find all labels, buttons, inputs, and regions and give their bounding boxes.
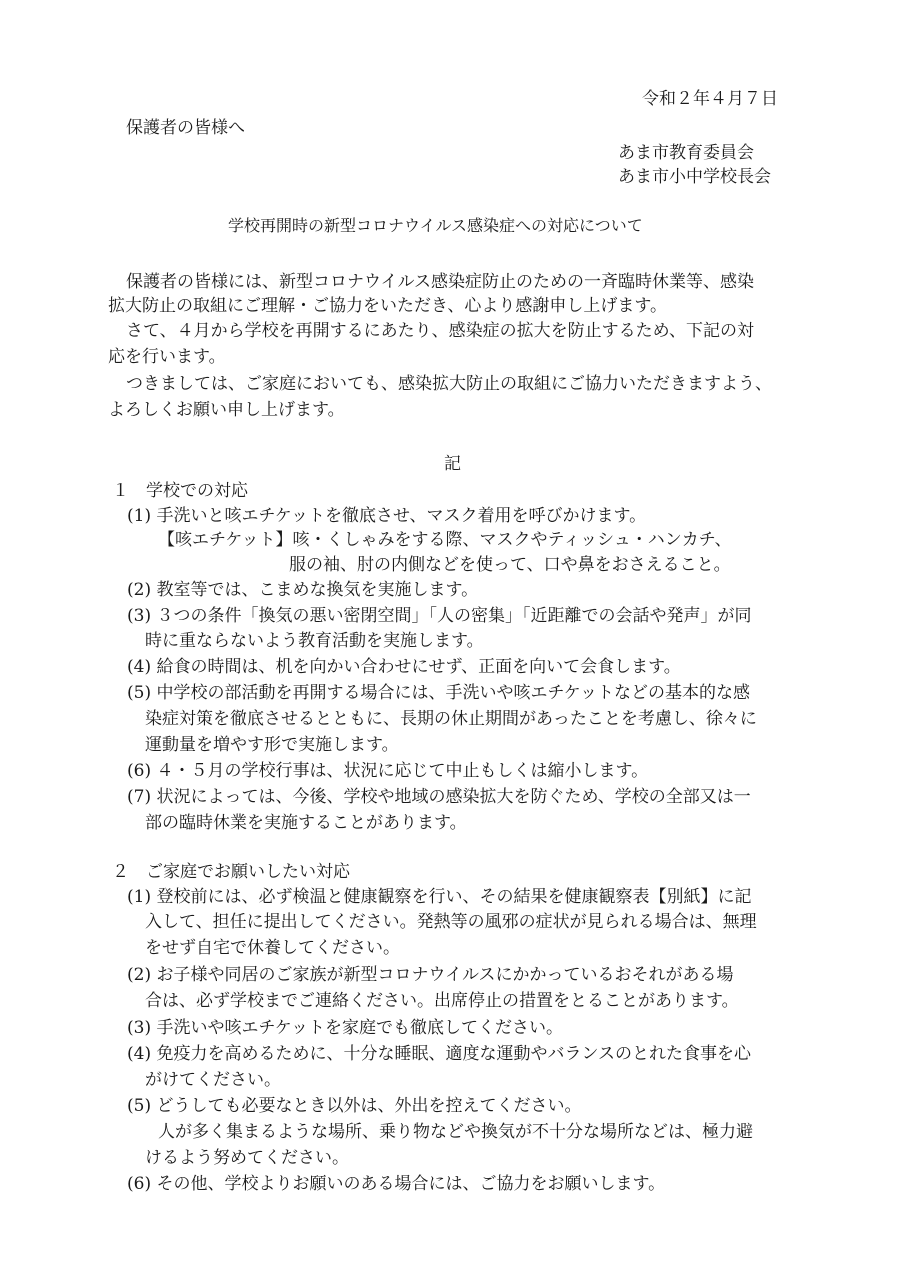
intro-line: つきましては、ご家庭においても、感染拡大防止の取組にご協力いただきますよう、	[126, 374, 772, 394]
section1-line: (4) 給食の時間は、机を向かい合わせにせず、正面を向いて会食します。	[127, 657, 681, 677]
section2-line: (5) どうしても必要なとき以外は、外出を控えてください。	[127, 1096, 582, 1116]
intro-line: 拡大防止の取組にご理解・ご協力をいただき、心より感謝申し上げます。	[108, 296, 667, 316]
section1-line: 【咳エチケット】咳・くしゃみをする際、マスクやティッシュ・ハンカチ、	[158, 530, 732, 550]
section2-line: けるよう努めてください。	[145, 1148, 349, 1168]
intro-line: 応を行います。	[108, 347, 226, 367]
section2-line: (4) 免疫力を高めるために、十分な睡眠、適度な運動やバランスのとれた食事を心	[127, 1044, 751, 1064]
section1-line: (5) 中学校の部活動を再開する場合には、手洗いや咳エチケットなどの基本的な感	[127, 683, 750, 703]
intro-line: 保護者の皆様には、新型コロナウイルス感染症防止のための一斉臨時休業等、感染	[126, 272, 754, 292]
section1-line: 染症対策を徹底させるとともに、長期の休止期間があったことを考慮し、徐々に	[145, 709, 757, 729]
section1-line: 部の臨時休業を実施することがあります。	[145, 813, 467, 833]
section2-line: をせず自宅で休養してください。	[145, 938, 400, 958]
section1-line: (3) ３つの条件「換気の悪い密閉空間」「人の密集」「近距離での会話や発声」が同	[127, 606, 752, 626]
ki-heading: 記	[444, 454, 461, 474]
section2-line: がけてください。	[145, 1070, 281, 1090]
section1-line: 時に重ならないよう教育活動を実施します。	[145, 631, 484, 651]
section2-line: (3) 手洗いや咳エチケットを家庭でも徹底してください。	[127, 1018, 563, 1038]
section2-line: 人が多く集まるような場所、乗り物などや換気が不十分な場所などは、極力避	[158, 1122, 753, 1142]
section2-line: 合は、必ず学校までご連絡ください。出席停止の措置をとることがあります。	[145, 991, 739, 1011]
intro-line: さて、４月から学校を再開するにあたり、感染症の拡大を防止するため、下記の対	[126, 321, 754, 341]
recipient: 保護者の皆様へ	[126, 118, 245, 138]
section2-line: (6) その他、学校よりお願いのある場合には、ご協力をお願いします。	[127, 1174, 666, 1194]
intro-line: よろしくお願い申し上げます。	[108, 400, 345, 420]
section2-line: (1) 登校前には、必ず検温と健康観察を行い、その結果を健康観察表【別紙】に記	[127, 887, 752, 907]
section1-line: (6) ４・５月の学校行事は、状況に応じて中止もしくは縮小します。	[127, 761, 649, 781]
section1-line: (2) 教室等では、こまめな換気を実施します。	[127, 580, 479, 600]
sender-principals: あま市小中学校長会	[618, 167, 771, 187]
section1-line: 服の袖、肘の内側などを使って、口や鼻をおさえること。	[289, 555, 731, 575]
section1-line: 運動量を増やす形で実施します。	[145, 735, 399, 755]
sender-board: あま市教育委員会	[618, 143, 754, 163]
section1-line: (7) 状況によっては、今後、学校や地域の感染拡大を防ぐため、学校の全部又は一	[127, 787, 751, 807]
section2-line: (2) お子様や同居のご家族が新型コロナウイルスにかかっているおそれがある場	[127, 965, 734, 985]
section1-line: (1) 手洗いと咳エチケットを徹底させ、マスク着用を呼びかけます。	[127, 506, 647, 526]
section2-line: 入して、担任に提出してください。発熱等の風邪の症状が見られる場合は、無理	[145, 912, 757, 932]
section2-heading: ２ ご家庭でお願いしたい対応	[112, 862, 350, 882]
document-date: 令和２年４月７日	[642, 89, 778, 109]
document-title: 学校再開時の新型コロナウイルス感染症への対応について	[228, 216, 643, 235]
section1-heading: １ 学校での対応	[112, 481, 248, 501]
